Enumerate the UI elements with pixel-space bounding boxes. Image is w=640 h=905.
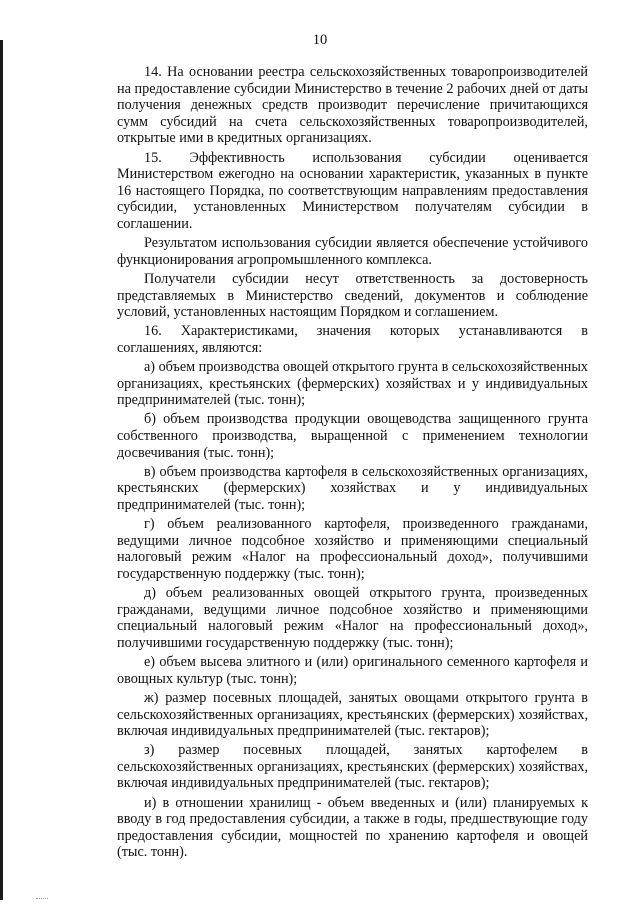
paragraph-16: 16. Характеристиками, значения которых устанавливаются в соглашениях, являются:: [117, 323, 588, 356]
item-a: а) объем производства овощей открытого грунта в сельскохозяйственных организациях, крестьянских (фермерских) хозяйствах и у индивидуальных предпринимателей (тыс. тонн);: [117, 359, 589, 409]
item-d: д) объем реализованных овощей открытого грунта, произведенных гражданами, ведущими личное подсобное хозяйство и применяющими специальный налоговый режим «Налог на профессиональный доход», получившими государственную поддержку (тыс. тонн);: [117, 585, 588, 651]
item-z: з) размер посевных площадей, занятых картофелем в сельскохозяйственных организациях, крестьянских (фермерских) хозяйствах, включая индивидуальных предпринимателей (тыс. гектаров);: [117, 742, 588, 792]
item-g: г) объем реализованного картофеля, произведенного гражданами, ведущими личное подсобное хозяйство и применяющими специальный налоговый режим «Налог на профессиональный доход», получившими государственную поддержку (тыс. тонн);: [117, 516, 588, 582]
item-e: е) объем высева элитного и (или) оригинального семенного картофеля и овощных культур (тыс. тонн);: [117, 654, 588, 687]
paragraph-15: 15. Эффективность использования субсидии оценивается Министерством ежегодно на основании характеристик, указанных в пункте 16 настоящего Порядка, по соответствующим направлениям предоставления субсидии, установленных Министерством получателям субсидии в соглашении.: [117, 149, 588, 232]
paragraph-15-responsibility: Получатели субсидии несут ответственность за достоверность представляемых в Министерство сведений, документов и соблюдение условий, установленных настоящим Порядком и соглашением.: [117, 270, 588, 321]
page-number: 10: [312, 32, 328, 48]
item-i: и) в отношении хранилищ - объем введенных и (или) планируемых к вводу в год предоставления субсидии, а также в годы, предшествующие году предоставления субсидии, мощностей по хранению картофеля и овощей (тыс. тонн).: [117, 794, 588, 861]
item-v: в) объем производства картофеля в сельскохозяйственных организациях, крестьянских (фермерских) хозяйствах и у индивидуальных предпринимателей (тыс. тонн);: [117, 463, 588, 513]
item-zh: ж) размер посевных площадей, занятых овощами открытого грунта в сельскохозяйственных организациях, крестьянских (фермерских) хозяйствах, включая индивидуальных предпринимателей (тыс. гектаров);: [117, 689, 588, 740]
item-b: б) объем производства продукции овощеводства защищенного грунта собственного производства, выращенной с применением технологии досвечивания (тыс. тонн);: [117, 411, 588, 461]
scan-artifact: [36, 898, 48, 901]
document-body: [117, 64, 588, 864]
paragraph-14: 14. На основании реестра сельскохозяйственных товаропроизводителей на предоставление субсидии Министерство в течение 2 рабочих дней от даты получения денежных средств производит перечисление причитающихся сумм субсидий на счета сельскохозяйственных товаропроизводителей, открытые ими в кредитных организациях.: [117, 64, 588, 147]
paragraph-15-result: Результатом использования субсидии является обеспечение устойчивого функционирования агропромышленного комплекса.: [117, 235, 588, 268]
scan-binding-edge: [0, 40, 3, 900]
